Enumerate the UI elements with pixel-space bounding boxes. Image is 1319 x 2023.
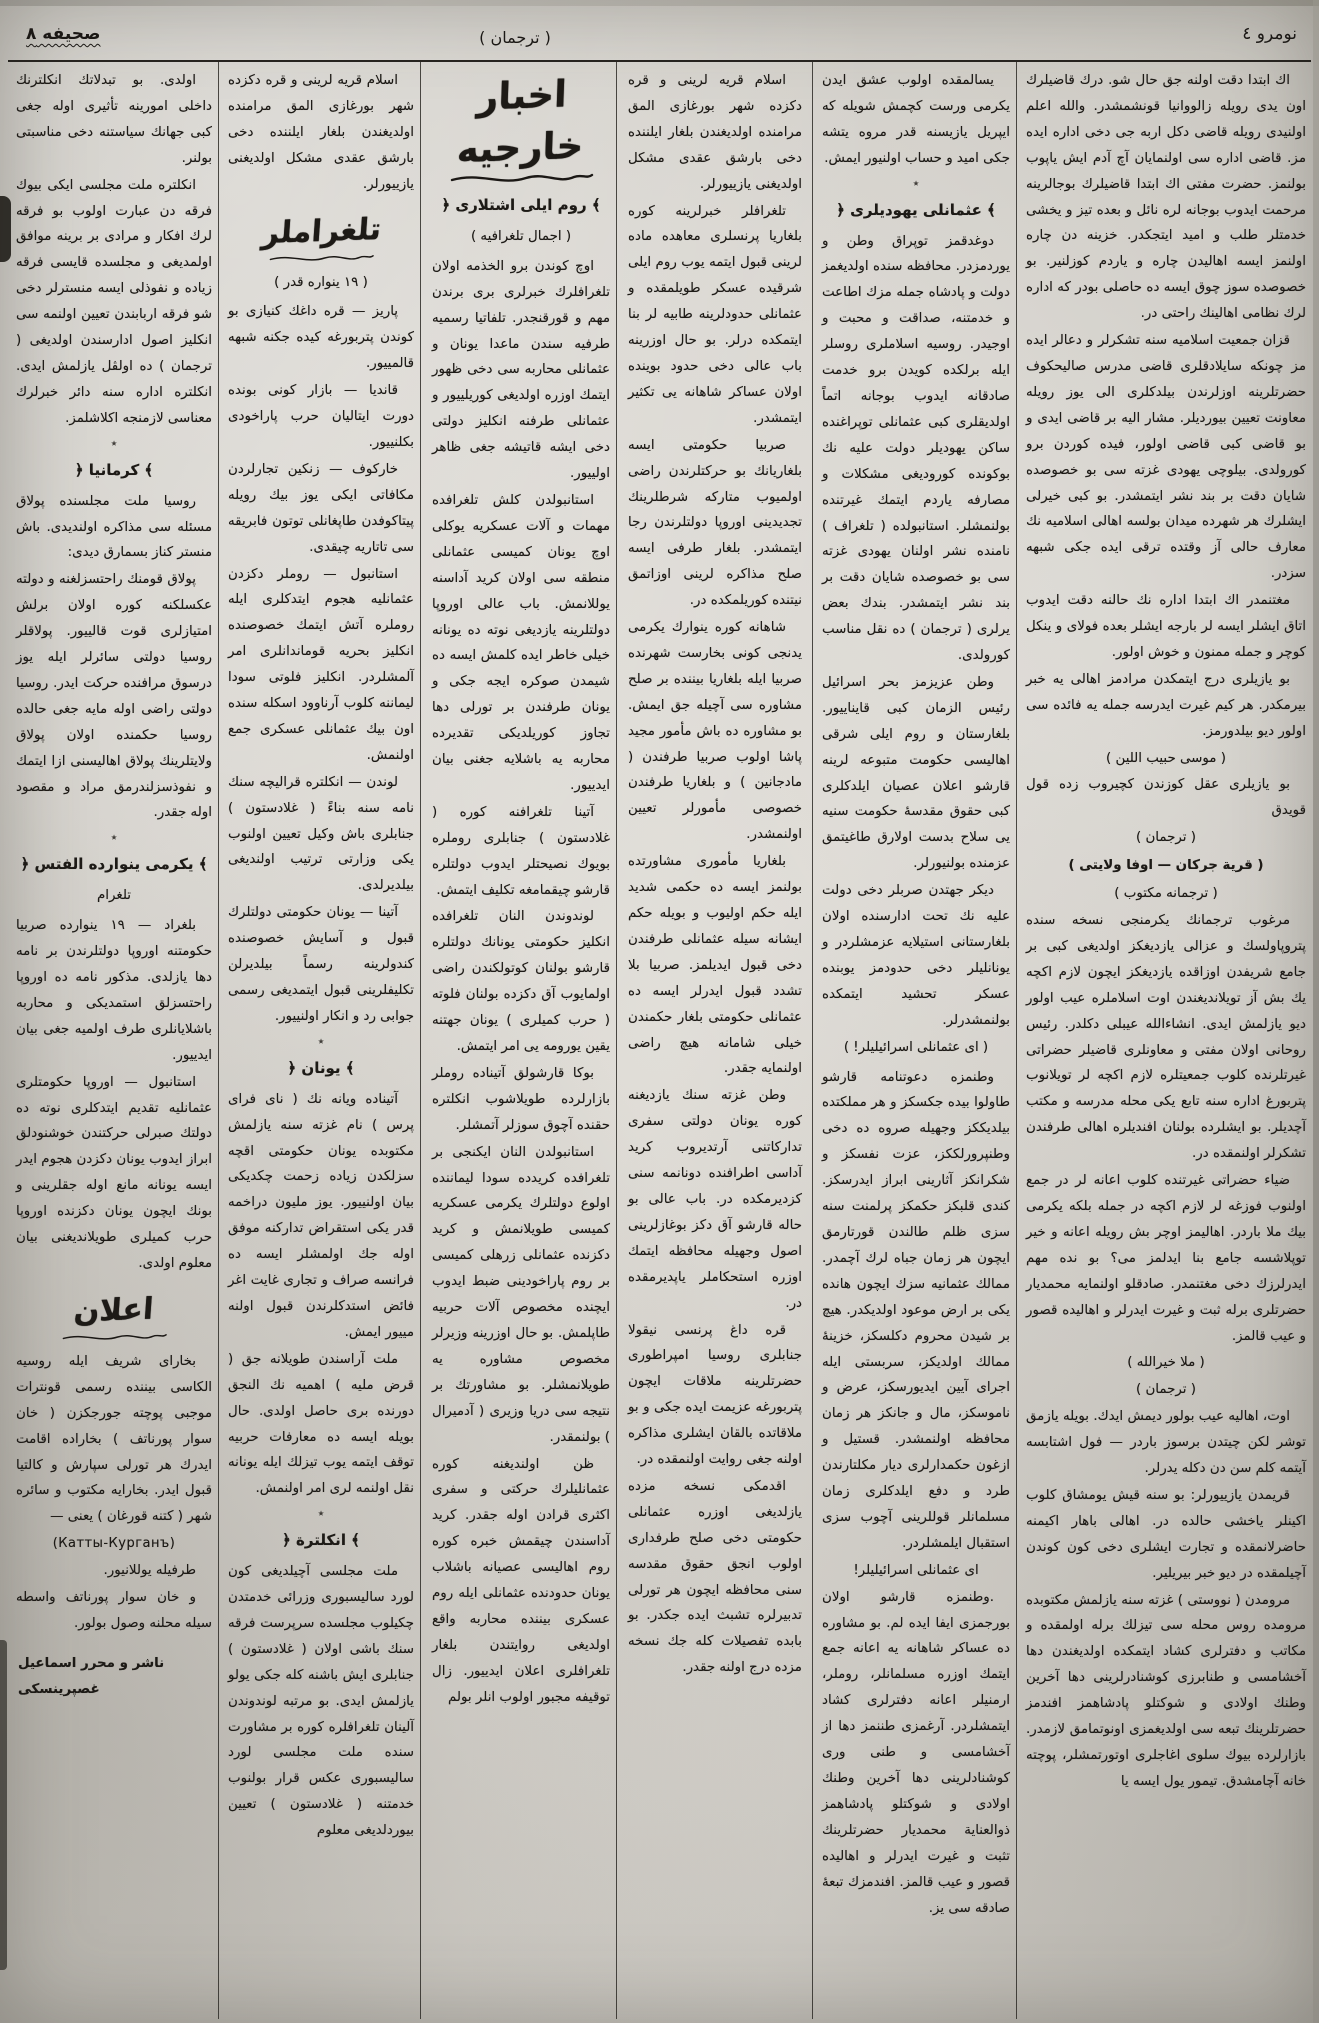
paragraph: مرغوب ترجمانك يكرمنجى نسخه سنده پتروپاولسك و عزالى يازديغكز اولديغى كبى بر جامع شريفدن اوزاقده يازديغكز ايچون لازم اكچه يك بش آز تويلانديغندن اوت اسلاملره عيب اولور ديو يازلمش ايدى. انشاءالله عيبلى دكلدر. رئيس روحانى اولان مفتى و معاونلرى قاضيلر حضراتى غيرتلرنده كلوب جمعيتلره لازم اكچه لر تويلانوب پتربورغ اداره سنه تابع يكى محله مدرسه و مكتب آچديلر. بو ايشلرده بولنان افنديلره اهالى طرفندن تشكرلر اولنمقده در. bbox=[1026, 913, 1306, 1162]
paragraph: ضياء حضراتى غيرتنده كلوب اعانه لر در جمع اولنوب فوزغه لر لازم اكچه در جمله بلكه يكرمى بيك ملا باردر. اهاليمز اوچر بش رويله اعانه و خير توپلاشسه جامع بنا ايدلمز مى؟ بو نده مهم ايدرلرزك دخى مغتنمدر. صادقلو اولنمايه محمديار حضرتلرى برله ثبت و غيرت ايدرلر و اهاليده قصور و عيب قالمز. bbox=[1026, 1173, 1306, 1344]
column-divider-rule bbox=[420, 62, 421, 2019]
paragraph: ظن اولنديغنه كوره عثمانليلرك حركتى و سفرى اكثرى قرادن اوله جقدر. كريد آداسندن چيقمش خبره كوره روم اهاليسى عصيانه باشلاب يونان حدودنده عثمانلى ايله روم عسكرى بيننده محاربه واقع اولديغى روايتندن بلغار تلغرافلرى اعلان ايدييور. زال توقيفه مجبور اولوب انلر بولم bbox=[432, 1456, 610, 1705]
paragraph: بو يازيلرى درج ايتمكدن مرادمز اهالى يه خبر بيرمكدر. هر كيم غيرت ايدرسه جمله يه فائده سى اولور ديو بيلدورمز. bbox=[1026, 671, 1306, 739]
paragraph: ملت آراسندن طويلانه جق ( قرض مليه ) اهميه نك النجق دورنده برى حاصل اولدى. حال بويله ايسه ده معارفات حربيه توقف ايتمه يوب تيزلك ايله يونانه نقل اولنمه لرى امر اولنمش. bbox=[228, 1351, 414, 1497]
paragraph: مغتنمدر اك ابتدا اداره نك حالنه دقت ايدوب اتاق ايشلر ايسه لر بارجه ايشلر بعده فولاى و ينكل كوچر و جمله ممنون و خوش اولور. bbox=[1026, 593, 1306, 660]
section-masthead bbox=[432, 70, 610, 186]
centered-line: اى عثمانلى اسرائيليلر! bbox=[853, 1562, 979, 1578]
ornate-heading bbox=[228, 210, 414, 266]
column-divider-rule bbox=[218, 62, 219, 2019]
paragraph: اسلام قريه لرينى و قره دكزده شهر بورغازى المق مرامنده اولديغندن بلغار ايلننده دخى بارشق عقدى مشكل اولديغنى يازييورلر. bbox=[628, 73, 802, 192]
paragraph: تلغرافلر خبرلرينه كوره بلغاريا پرنسلرى معاهده ماده لرينى قبول ايتمه يوب روم ايلى شرقيده عسكر طويلمقده و عثمانلى حدودلرينه طابيه لر بنا ايتمكده درلر. بو حال اوزرينه باب عالى دخى حدود بوينده اولان عساكر شاهانه يى تكثير ايتمشدر. bbox=[628, 203, 802, 426]
paragraph: بوكا قارشولق آتيناده روملر بازارلرده طويلاشوب انكلتره حقنده آچوق سوزلر آتمشلر. bbox=[432, 1065, 610, 1133]
paragraph: اقدمكى نسخه مزده يازلديغى اوزره عثمانلى حكومتى دخى صلح طرفدارى اولوب انجق حقوق مقدسه سنى محافظه ايچون هر تورلى تدبيرلره تشبث ايده جكدر. بو بابده تفصيلات كله جك نسخه مزده درج اولنه جقدر. bbox=[628, 1478, 802, 1676]
paragraph: اوچ كوندن برو الخذمه اولان تلغرافلرك خبرلرى برى برندن مهم و قورقنجدر. تلفاتيا رسميه طرفيه سندن ماعدا يونان و عثمانلى محاربه سى دخى ظهور ايتمك اوزره اولديغى كوريلييور و عثمانلى طرفنه انكليز دولتى دخى ايشه قاتيشه جغى ظاهر اولييور. bbox=[432, 258, 610, 482]
centered-line: ( ترجمان ) bbox=[1135, 830, 1196, 846]
paragraph: روسيا ملت مجلسنده پولاق مسئله سى مذاكره اولنديدى. باش منستر كناز بسمارق ديدى: bbox=[16, 493, 212, 561]
scan-edge-top bbox=[0, 0, 1319, 6]
paragraph: آتينا تلغرافنه كوره ( غلادستون ) جنابلرى روملره بويوك نصيحتلر ايدوب دولتلره قارشو چيقمامغه تكليف ايتمش. bbox=[432, 804, 610, 898]
paragraph: بخاراى شريف ايله روسيه الكاسى بيننده رسمى قونترات موجبى پوچته جورجكزن ( خان سوار پورناتف ) بخاراده اقامت ايدرك هر تورلى سپارش و كالتيا قبول ايدر. بخارايه مكتوب و سائره شهر ( كتنه قورغان ) يعنى — bbox=[16, 1353, 212, 1525]
section-heading: ﴾ روم ايلى اشتلارى ﴿ bbox=[441, 196, 601, 214]
page-header bbox=[0, 14, 1319, 58]
latin-script-line: (Катты-Курганъ) bbox=[52, 1536, 176, 1552]
paragraph: استانبولدن النان ايكنجى بر تلغرافده كريدده سودا ليماننده اولوع دولتلرك يكرمى عسكريه كميسى طويلانمش و كريد دكزنده عثمانلى زرهلى كميسى بر روم پاراخودينى ضبط ايدوب ايچنده مخصوص آلات حربيه طاپلمش. بو حال اوزرينه وزيرلر مخصوص مشاوره يه طويلانمشلر. بو مشاورتك بر نتيجه سى دريا وزيرى ( آدميرال ) بولنمقدر. bbox=[432, 1144, 610, 1445]
paragraph: اوت، اهاليه عيب بولور ديمش ايدك. بويله يازمق توشر لكن چيتدن برسوز باردر — فول اشتابسه آيتمه كلم سن دن دكله يدرلر. bbox=[1026, 1409, 1306, 1477]
sub-heading: ( ١٩ ينواره قدر ) bbox=[274, 274, 368, 290]
ornament-divider: ٭ bbox=[317, 1033, 325, 1048]
column-1-rightmost bbox=[1022, 68, 1310, 2017]
section-heading: ﴾ كرمانيا ﴿ bbox=[74, 460, 154, 479]
paragraph: ملت مجلسى آچيلديغى كون لورد ساليسبورى وزرائى خدمتدن چكيلوب مجلسده سرپرست فرقه سنك باشى اولان ( غلادستون ) جنابلرى ايش باشنه كله جكى يولو يازلمش ايدى. بو مرتبه لوندوندن آلينان تلغرافلره كوره بر مشاورت سنده ملت مجلسى لورد ساليسبورى عكس قرار بولنوب خدمتنه ( غلادستون ) تعيين بيوردلديغى معلوم bbox=[228, 1564, 414, 1839]
paragraph: قره داغ پرنسى نيقولا جنابلرى روسيا امپراطورى حضرتلرينه ملاقات ايچون پتربورغه عزيمت ايده جكى و بو ملاقاتده بالقان ايشلرى مذاكره اولنه جغى روايت اولنمقده در. bbox=[628, 1322, 802, 1468]
ornate-heading bbox=[16, 1289, 212, 1345]
column-divider-rule bbox=[812, 62, 813, 2019]
ornament-divider: ٭ bbox=[912, 175, 920, 190]
ornament-divider: ٭ bbox=[110, 435, 118, 450]
paragraph: وطنمزه دعوتنامه قارشو طاولوا بيده جكسكز و هر مملكتده بيلديككز وجهيله صروه ده دخى وطنپرورلككز، عزت نفسكز و شكرانكز آثارينى ابراز ايدرسكز. كندى قلبكز حكمكز پرلمنت سنه سزى ظلم طالندن قورتارمق ايچون هر زمان جباه لرك آچمدر. ممالك عثمانيه سزك ايچون هانده يكى بر ارض موعود اولديكدر. هيچ بر شيدن محروم دكلسكز، خزينهٔ ممالك اولديكز، سربستى ايله اجراى آيين ايديورسكز، عرض و ناموسكز، مال و جانكز هر زمان محافظه اولنمشدر. قستيل و ازغون حكمدارلرى ديار مكلتارندن طرد و دفع ايلدكلرى زمان مسلمانلر قوللرينى آچوب سزى استقبال ايلمشلردر. bbox=[822, 1069, 1010, 1551]
paragraph: قانديا — بازار كونى بونده دورت ايتاليان حرب پاراخودى بكلنييور. bbox=[228, 383, 414, 450]
ornament-divider: ٭ bbox=[110, 830, 118, 845]
paragraph: شاهانه كوره ينوارك يكرمى يدنجى كونى بخارست شهرنده صربيا ايله بلغاريا بيننده بر صلح مشاوره سى آچيله جق ايمش. بو مشاوره ده باش مأمور مجيد پاشا اولوب صربيا طرفندن ( مادجانين ) و بلغاريا طرفندن خصوصى مأمورلر تعيين اولنمشدر. bbox=[628, 620, 802, 843]
sub-heading: ( اى عثمانلى اسرائيليلر! ) bbox=[843, 1039, 989, 1055]
paragraph: استانبولدن كلش تلغرافده مهمات و آلات عسكريه يوكلى اوچ يونان كميسى عثمانلى منطقه سى اولان كريد آداسنه يوللانمش. باب عالى اوروپا دولتلرينه يازديغى نوته ده يونانه خيلى خاطر ايده كلمش ايسه ده شيمدن صوكره ايجه جكى و يونان طرفندن بر تورلى دها تجاوز كوريلديكى تقديرده محاربه يه باشلايه جغنى بيان ايدييور. bbox=[432, 492, 610, 793]
column-4-center bbox=[428, 68, 614, 2017]
paragraph: آتيناده ويانه نك ( ناى فراى پرس ) نام غزته سنه يازلمش مكتوبده يونان حكومتى اقچه سزلكدن زياده زحمت چكديكى بيان اولنييور. يوز مليون دراخمه قدر يكى استقراض تداركنه موفق اوله جك اولمشلر ايسه ده فرانسه صراف و تجارى غايت اغر فائض استدكلرندن قبول اولنه مييور ايمش. bbox=[228, 1091, 414, 1340]
issue-number: نومرو ٤ bbox=[1242, 24, 1297, 44]
paragraph: صربيا حكومتى ايسه بلغاريانك بو حركتلرندن راضى اولميوب متاركه شرطلرينك تجديدينى اوروپا دولتلرندن رجا ايتمشدر. بلغار طرفى ايسه صلح مذاكره لرينى اوزاتمق نيتنده كوريلمكده در. bbox=[628, 437, 802, 609]
paragraph: اك ابتدا دقت اولنه جق حال شو. درك قاضيلرك اون يدى رويله زالووانيا قونشمشدر. والله اعلم اولنيدى رويله قاضى دكل اربه جى دخى اداره ايده مز. قاضى اداره سى اولنمايان آچ آدم ايش ياپوب بولنمز. حضرت مفتى اك ابتدا قاضيلرك بوجالرينه مرحمت ايدوب بوجانه لره نائل و بعده تيز و يخشى خدمتلر طلب و اميد ايتجكدر. خزينه دن چاره اولنمز ايسه اهاليدن چاره و ياردم كوزلنير. بو خصوصده سوز چوق ايسه ده حاصلى بودر كه اداره لرك نظامى اهالينك راحتى در. bbox=[1026, 73, 1306, 322]
paragraph: .وطنمزه قارشو اولان بورجمزى ايفا ايده لم. بو مشاوره ده عساكر شاهانه يه اعانه جمع ايتمك اوزره مسلمانلر، روملر، ارمنيلر اعانه دفترلرى كشاد ايتمشلردر. آرغمزى طننمز دها از آخشامسى و طنى ورى كوشنادلرينى دها آخرين وطنك اولادى و شوكتلو پادشاهمز ذوالعناية محمديار حضرتلرينك تثبت و غيرت ايدرلر و اهاليده قصور و عيب قالمز. افندمزك تبعهٔ صادقه سى يز. bbox=[822, 1589, 1010, 1916]
column-3 bbox=[624, 68, 806, 2017]
paragraph: اولدى. بو تبدلاتك انكلترنك داخلى امورينه تأثيرى اوله جغى كبى جهانك سياستنه دخى مناسبتى بولنر. bbox=[16, 73, 212, 166]
centered-line: ( ملا خيرالله ) bbox=[1127, 1355, 1205, 1371]
paragraph: استانبول — روملر دكزدن عثمانليه هجوم ايتدكلرى ايله روملره آتش ايتمك خصوصنده انكليز بحريه قوماندانلرى امر آلمشلردر. انكليز فلوتى سودا ليماننه كلوب آرناوود اسكله سنده اون بيك عثمانلى عسكرى جمع اولنمش. bbox=[228, 566, 414, 763]
page-number: صحيفه ٨ bbox=[26, 24, 101, 44]
column-6-leftmost bbox=[12, 68, 216, 2017]
ornate-heading-text: اعلان bbox=[73, 1291, 155, 1330]
column-divider-rule bbox=[1016, 62, 1017, 2019]
sub-heading: تلغرام bbox=[96, 888, 132, 904]
paragraph: قزان جمعيت اسلاميه سنه تشكرلر و دعالر ايده مز چونكه سايلادقلرى قاضى مدرس صاليحكوف حضرتلرينه اوزلرندن بيلدكلرى الى يوز رويله معاونت تعيين بيورديلر. مشار اليه بر قاضى ايدى و بو قاضى كبى قاضى اولور، فيده كوردن برو كورولدى. بيلوچى يهودى غزته سى بو خصوصده شايان دقت بر بند نشر ايتمشدر. بو كبى خيرلى ايشلرك هر شهرده ميدان بولسه اهالى اسلاميه نك معارف حالى آز وقتده ترقى ايده جكى شبهه سزدر. bbox=[1026, 333, 1306, 582]
paragraph: و خان سوار پورناتف واسطه سيله محلنه وصول بولور. bbox=[16, 1590, 212, 1631]
centered-line: ( ترجمان ) bbox=[1135, 1382, 1196, 1398]
paragraph: طرفيله يوللانيور. bbox=[103, 1563, 196, 1579]
sub-heading: ( اجمال تلغرافيه ) bbox=[470, 228, 572, 244]
paragraph: انكلتره ملت مجلسى ايكى بيوك فرقه دن عبارت اولوب بو فرقه لرك افكار و مرادى بر برينه موافق اولمديغى و مجلسده قايسى فرقه زياده و نفوذلى ايسه منسترلر دخى شو فرقه اربابندن تعيين اولنمه سى انكليز اصول ادارسندن اولديغى ( ترجمان ) ده اولڤل يازلمش ايدى. انكلتره اداره سنه دائر خبرلرك معناسى لازمنجه اكلاشلمز. bbox=[16, 177, 212, 426]
paragraph: استانبول — اوروپا حكومتلرى عثمانليه تقديم ايتدكلرى نوته ده دولتك صبرلى حركتندن خوشنودلق ابراز ايدوب يونان دكزدن هجوم ايدر ايسه يونانه مانع اوله جقلرينى و بونك ايچون يونان دكزنده اوروپا حرب كميلرى طويلانديغنى بيان معلوم اولدى. bbox=[16, 1074, 212, 1271]
centered-line: ( ترجمانه مكتوب ) bbox=[1114, 886, 1218, 902]
newspaper-title: ( ترجمان ) bbox=[479, 28, 551, 47]
ornate-heading-text: تلغراملر bbox=[260, 211, 382, 251]
paragraph: دوغدقمز توپراق وطن و يوردمزدر. محافظه سنده اولديغمز دولت و پادشاه جمله مزك اطاعت و خدمتنه، صداقت و محبت و اوجيدر. روسيه اسلاملرى روسلر ايله برلكده كويدن برو خدمت صادقانه ايدوب بوجانه اتماً اولديقلرى كبى عثمانلى توپراغنده ساكن يهوديلر دولت عليه نك بوكونده كوروديغى مشكلات و مصارفه ياردم ايتمك غيرتنده بولنمشلر. استانبولده ( تلغراف ) نامنده نشر اولنان يهودى غزته سى بو خصوصده شايان دقت بر بند نشر ايتمشدر. بندك بعض يرلرى ( ترجمان ) ده نقل مناسب كورولدى. bbox=[822, 233, 1010, 664]
section-heading: ﴾ عثمانلى يهوديلرى ﴿ bbox=[836, 200, 996, 219]
ornament-divider: ٭ bbox=[317, 1506, 325, 1521]
column-divider-rule bbox=[616, 62, 617, 2019]
paragraph: پولاق قومنك راحتسزلغنه و دولته عكسلكنه كوره اولان برلش امتيازلرى قوت قالييور. پولاقلر روسيا دولتى سائرلر ايله يوز درسوق مرافنده حركت ايدر. روسيا دولتى راضى اوله مايه جغى حالده روسيا حكمنده اولان پولاق ولايتلرينك پولاق اهاليسنى ازا ايتمك و نفوذسزلندرمق مراد و مقصود اوله جقدر. bbox=[16, 572, 212, 821]
paragraph: اسلام قريه لرينى و قره دكزده شهر بورغازى المق مرامنده اولديغندن بلغار ايلننده دخى بارشق عقدى مشكل اولديغنى يازييورلر. bbox=[228, 73, 414, 192]
paragraph: مرومدن ( نووستى ) غزته سنه يازلمش مكتوبده مرومده روس محله سى تيزلك برله اولمقده و مكاتب و دفترلرى كشاد ايتمكده اولديغندن دها آخشامسى و طنابرزى كوشنادرلرينى دها آخرين وطنك اولادى و شوكتلو پادشاهمز افندمز حضرتلرينك تبعه سى اولديغمزى اونوتمامق لازمدر. بازارلرده بيوك سلوى اغاجلرى اوتورتمشلر، پوچته خانه آچامشدق. تيمور يول ايسه يا bbox=[1026, 1592, 1306, 1789]
paragraph: وطن عزيزمز بحر اسرائيل رئيس الزمان كبى قايناييور. بلغارستان و روم ايلى شرقى اهاليسى حكومت متبوعه لرينه قارشو اعلان عصيان ايلدكلرى كبى حقوق مقدسهٔ حكومت سنيه يى سلاح بدست اولارق طاغيتمق عزمنده بولنيورلر. bbox=[822, 674, 1010, 872]
column-2 bbox=[818, 68, 1014, 2017]
paragraph: لوندوندن النان تلغرافده انكليز حكومتى يونانك دولتلره قارشو بولنان كوتولكندن راضى اولمايوب آق دكزده بولنان فلوته ( حرب كميلرى ) يونان جهتنه يقين يورومه يى امر ايتمش. bbox=[432, 909, 610, 1054]
column-5 bbox=[224, 68, 418, 2017]
section-heading: ﴾ يكرمى ينوارده الفتس ﴿ bbox=[20, 855, 208, 874]
paragraph: يسالمقده اولوب عشق ايدن يكرمى ورست كچمش شويله كه ايپريل يازيسنه قدر مروه يتشه جكى اميد و حساب اولنيور ايمش. bbox=[822, 73, 1010, 166]
publisher-signature: ناشر و محرر اسماعيل غصپرينسكى bbox=[18, 1655, 165, 1697]
paragraph: بلغراد — ١٩ ينوارده صربيا حكومتنه اوروپا دولتلرندن بر نامه دها يازلدى. مذكور نامه ده اوروپا راحتسزلق استمديكى و محاربه باشلايانلرى طرف اولميه جغى بيان ايدييور. bbox=[16, 918, 212, 1063]
paragraph: وطن غزته سنك يازديغنه كوره يونان دولتى سفرى تداركاتنى آرتديروب كريد آداسى اطرافنده دونانمه سنى كزديرمكده در. باب عالى بو حاله قارشو آق دكز بوغازلرينى اصول وجهيله محافظه ايتمك اوزره استحكاملر ياپديرمقده در. bbox=[628, 1088, 802, 1311]
paragraph: لوندن — انكلتره قراليچه سنك نامه سنه بناءً ( غلادستون ) جنابلرى باش وكيل تعيين اولنوب يكى وزارتى ترتيب اولنديغى بيلديرلدى. bbox=[228, 774, 414, 894]
paragraph: ديكر جهتدن صربلر دخى دولت عليه نك تحت ادارسنده اولان بلغارستانى استيلايه عزمشلردر و يونانليلر دخى حدودمز يوبنده عسكر تحشيد ايتمكده بولنمشدرلر. bbox=[822, 883, 1010, 1028]
paragraph: قريمدن يازييورلر: بو سنه قيش يومشاق كلوب اكينلر ياخشى حالده در. اهالى باهار اكيمنه حاضرلانمقده و تجارت ايشلرى دخى كون كوندن آچيلمقده در ديو خبر بيريلير. bbox=[1026, 1487, 1306, 1581]
paragraph: آتينا — يونان حكومتى دولتلرك قبول و آسايش خصوصنده كندولرينه رسماً بيلديرلن تكليفلرينى قبول ايتمديغى رسمى جوابى رد و انكار اولنييور. bbox=[228, 905, 414, 1024]
centered-line: ( موسى حبيب اللين ) bbox=[1106, 750, 1226, 766]
header-rule bbox=[8, 60, 1311, 62]
section-heading: ﴾ انكلترة ﴿ bbox=[282, 1531, 360, 1550]
paragraph: خاركوف — زنكين تجارلردن مكافاتى ايكى يوز بيك رويله پيتاكوفدن طاپغانلى توتون فابريقه سى تاتاريه چيقدى. bbox=[228, 461, 414, 555]
paragraph: بو يازيلرى عقل كوزندن كچيروب زده قول قويدق bbox=[1026, 777, 1306, 819]
paragraph: بلغاريا مأمورى مشاورتده بولنمز ايسه ده حكمى شديد ايله حكم اوليوب و بويله حكم ايشانه سيله عثمانلى طرفندن دخى قبول ايديلمز. صربيا بلا تشدد قبول ايدرلر ايسه ده عثمانلى حكومتى بلغار حكمندن خيلى شامانه هيچ راضى اولنمايه جقدر. bbox=[628, 854, 802, 1077]
section-masthead-text: اخبار خارجيه bbox=[456, 72, 585, 172]
centered-line-bold: ( قرية جركان — اوفا ولايتى ) bbox=[1068, 858, 1264, 874]
columns-container bbox=[0, 66, 1319, 2017]
section-heading: ﴾ يونان ﴿ bbox=[287, 1058, 355, 1077]
paragraph: پاريز — قره داغك كنيازى بو كوندن پتربورغه كيده جكنه شبهه قالمييور. bbox=[228, 304, 414, 372]
